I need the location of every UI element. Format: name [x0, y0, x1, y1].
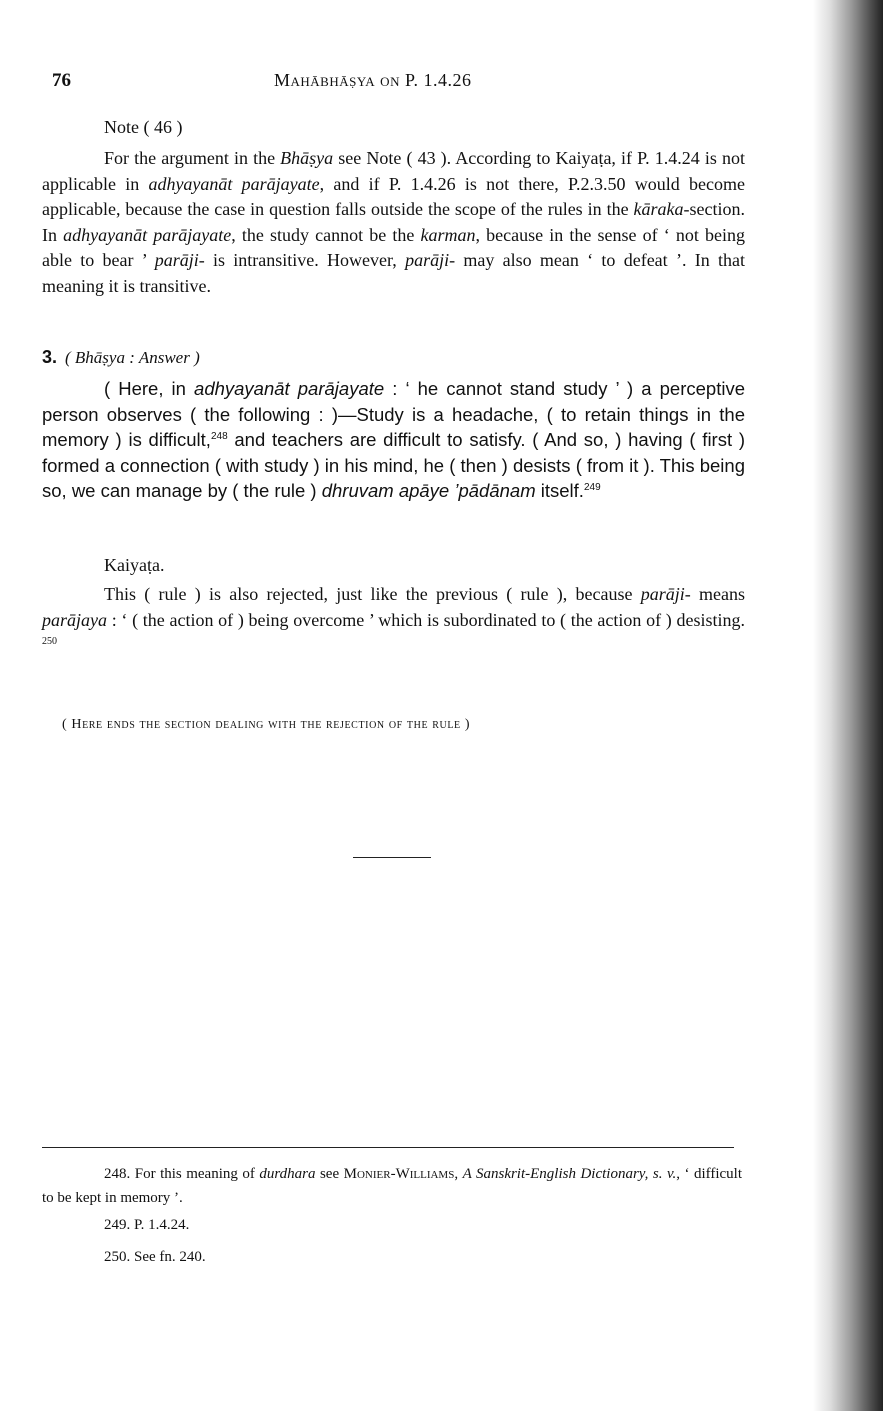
section-number: 3.	[42, 347, 58, 367]
text-segment: parājaya	[42, 609, 107, 630]
text-segment: , because in the sense of ‘ not being able to bear ’	[42, 224, 746, 271]
text-segment: parāji-	[640, 584, 691, 604]
footnote-reference: 249	[583, 482, 601, 494]
text-segment: kāraka	[633, 199, 684, 220]
text-segment: adhyayanāt parājayate	[63, 224, 232, 245]
text-segment: see Note ( 43 ). According to Kaiyaṭa, if P. 1.4.24 is not applicable in	[42, 148, 745, 194]
text-segment: karman	[420, 224, 476, 245]
text-segment: is intransitive. However,	[204, 250, 406, 271]
text-segment: dhruvam apāye ’pādānam	[321, 480, 536, 502]
text-segment: 248. For this meaning of	[104, 1166, 260, 1182]
footnote-reference: 248	[210, 431, 228, 443]
text-segment: Monier-Williams	[343, 1166, 455, 1182]
text-segment: : ‘ he cannot stand study ’ ) a perceptive person observes ( the following : )—Study is a headache, ( to retain things in the memory ) is difficult,	[42, 378, 745, 451]
text-segment: durdhara	[259, 1166, 316, 1182]
text-segment: parāji-	[154, 250, 205, 271]
text-segment: 250. See fn. 240.	[104, 1249, 206, 1265]
section-heading	[42, 347, 200, 368]
section-end-note: ( Here ends the section dealing with the rejection of the rule )	[62, 717, 471, 732]
text-segment: means	[690, 584, 746, 604]
text-segment: , the study cannot be the	[231, 224, 421, 245]
text-segment: For the argument in the	[104, 148, 281, 168]
text-segment: Bhāṣya	[280, 148, 334, 168]
text-segment: see	[315, 1166, 344, 1182]
text-segment: parāji-	[405, 250, 456, 271]
text-segment: may also mean ‘ to defeat ’. In that meaning it is transitive.	[42, 250, 745, 296]
page-number: 76	[52, 70, 71, 91]
scanned-binding-edge	[813, 0, 883, 1411]
text-segment: A Sanskrit-English Dictionary, s. v.	[462, 1166, 677, 1182]
footnote-248	[42, 1162, 742, 1210]
note-heading: Note ( 46 )	[104, 117, 183, 137]
kaiyata-heading: Kaiyaṭa.	[104, 555, 165, 575]
bhasya-answer-paragraph	[42, 376, 745, 504]
text-segment: , and if P. 1.4.26 is not there, P.2.3.50 would become applicable, because the case in question falls outside the scope of the rules in the	[42, 173, 745, 220]
section-title: ( Bhāṣya : Answer )	[65, 348, 200, 367]
running-head: Mahābhāṣya on P. 1.4.26	[274, 70, 472, 90]
text-segment: , ‘ difficult to be kept in memory ’.	[42, 1166, 743, 1206]
footnote-250	[42, 1245, 742, 1269]
text-segment: 249. P. 1.4.24.	[104, 1217, 190, 1233]
footnote-reference: 250	[42, 636, 57, 648]
footnote-rule	[42, 1147, 734, 1148]
footnote-249	[42, 1213, 742, 1237]
text-segment: : ‘ ( the action of ) being overcome ’ which is subordinated to ( the action of ) desisting.	[107, 609, 745, 630]
text-segment: ( Here, in	[104, 378, 195, 399]
text-segment: ,	[454, 1166, 463, 1182]
kaiyata-paragraph	[42, 582, 745, 659]
text-segment: itself.	[535, 480, 584, 502]
text-segment: and teachers are difficult to satisfy. ( And so, ) having ( first ) formed a connection ( with study ) in his mind, he ( then ) desists ( from it ). This being so, we can manage by ( the rule )	[42, 429, 746, 502]
text-segment: adhyayanāt parājayate	[148, 173, 320, 194]
text-segment: adhyayanāt parājayate	[194, 378, 385, 399]
note-paragraph	[42, 146, 745, 300]
section-divider	[353, 857, 431, 858]
text-segment: This ( rule ) is also rejected, just like the previous ( rule ), because	[104, 584, 641, 604]
text-segment: -section. In	[42, 199, 745, 245]
